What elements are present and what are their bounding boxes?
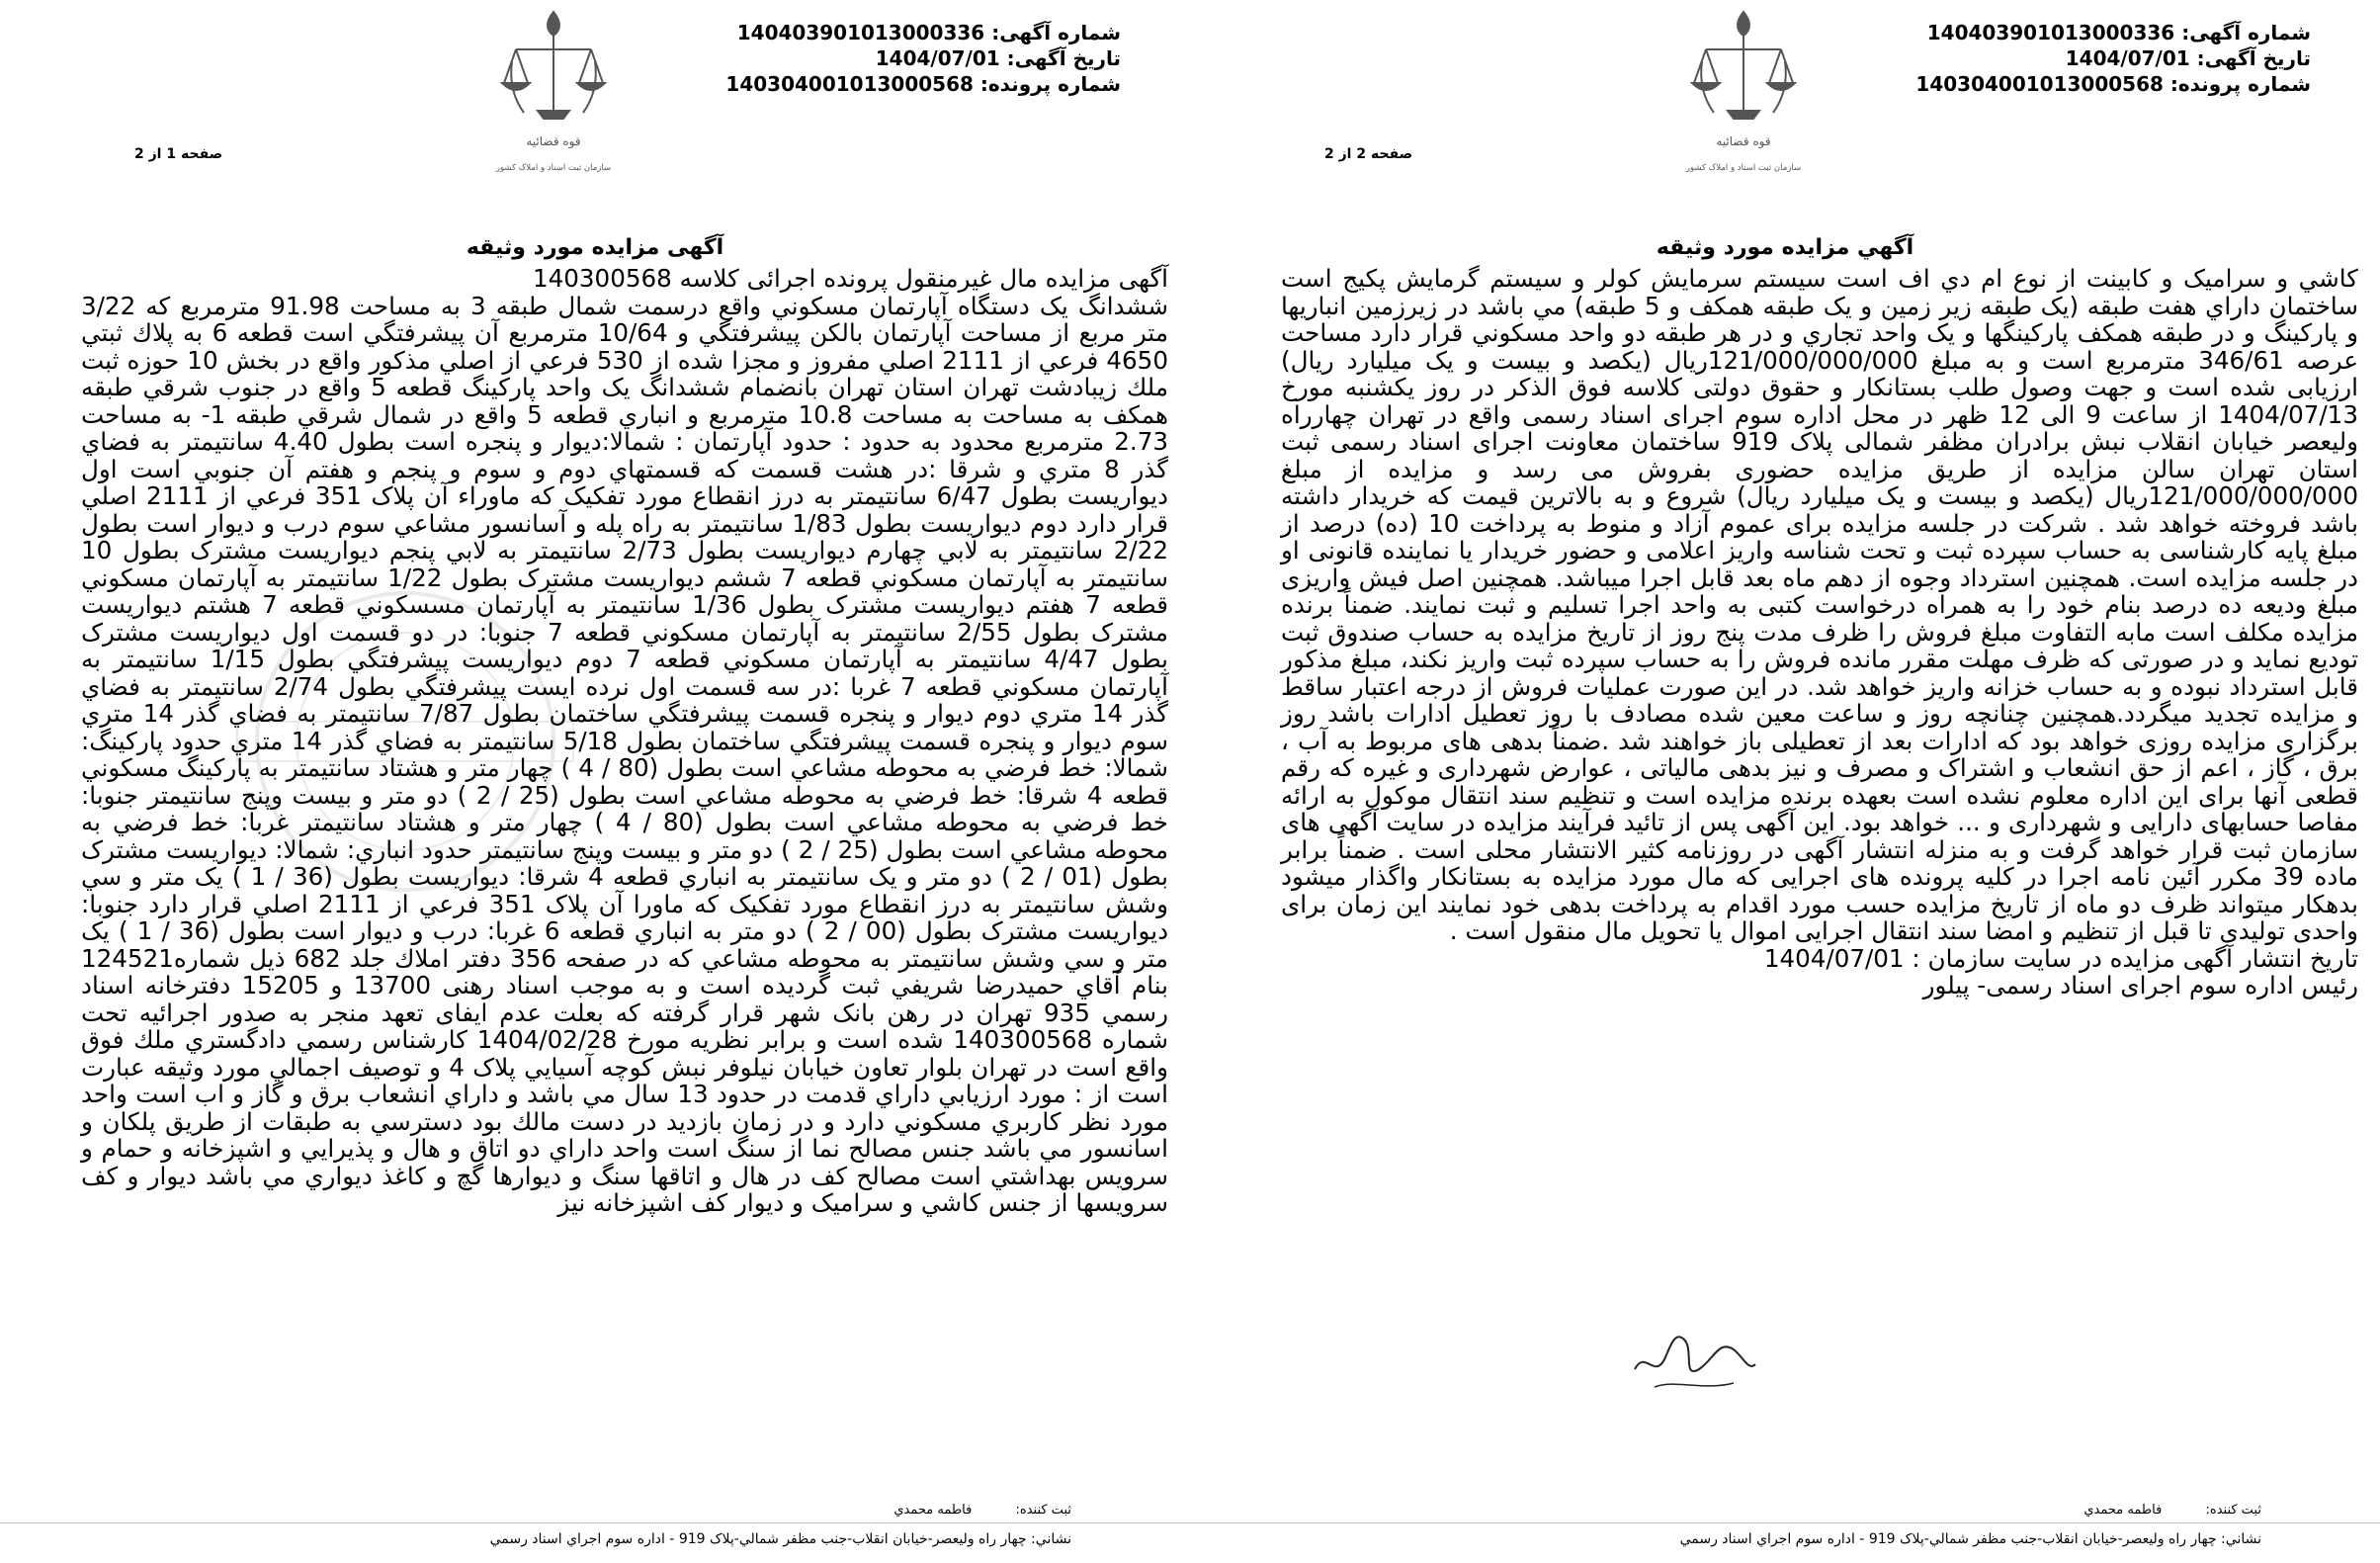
case-number-label: شماره پرونده: [979,72,1121,96]
recorder-name: فاطمه محمدي [2083,1503,2163,1518]
case-number-row [716,71,1121,97]
emblem-org-line2: سازمان ثبت اسناد و املاک کشور [1685,163,1802,173]
page-number: صفحه 2 از 2 [1324,146,1413,162]
ad-meta [716,20,1121,97]
emblem-org-line2: سازمان ثبت اسناد و املاک کشور [495,163,612,173]
document-title: آگهي مزايده مورد وثيقه [1656,235,1914,260]
page-2 [1190,0,2380,1563]
footer-address: نشاني: چهار راه وليعصر-خيابان انقلاب-جنب مظفر شمالي-پلاک 919 - اداره سوم اجراي اسناد رسمي [1679,1531,2261,1547]
signer-title: رئيس اداره سوم اجرای اسناد رسمی- پيلور [1922,971,2358,999]
ad-number: 140403901013000336 [736,21,985,44]
ad-meta [1906,20,2311,97]
recorder-label: ثبت کننده: [2205,1503,2261,1518]
document-body [81,265,1168,1217]
footer-divider [1190,1522,2380,1523]
case-number: 140304001013000568 [1915,72,2164,96]
ad-date: 1404/07/01 [2065,46,2190,70]
ad-date-row [716,45,1121,71]
ad-number-label: شماره آگهی: [2181,21,2311,44]
signature-icon [1625,1310,1763,1399]
ad-number-row [1906,20,2311,45]
ad-number-label: شماره آگهی: [991,21,1121,44]
judiciary-emblem-icon [494,2,613,200]
recorder [2044,1503,2261,1518]
document-body [1281,265,2358,999]
page-number: صفحه 1 از 2 [134,146,223,162]
recorder-name: فاطمه محمدي [893,1503,973,1518]
judiciary-emblem-icon [1684,2,1803,200]
publish-date-line: تاريخ انتشار آگهی مزايده در سايت سازمان : 1404/07/01 [1763,943,2358,973]
case-number: 140304001013000568 [725,72,974,96]
footer-address: نشاني: چهار راه وليعصر-خيابان انقلاب-جنب مظفر شمالي-پلاک 919 - اداره سوم اجراي اسناد رسمي [489,1531,1071,1547]
ad-number: 140403901013000336 [1926,21,2175,44]
case-number-row [1906,71,2311,97]
recorder [854,1503,1071,1518]
ad-date-label: تاریخ آگهی: [1006,46,1121,70]
ad-date-row [1906,45,2311,71]
ad-date: 1404/07/01 [875,46,1000,70]
ad-date-label: تاریخ آگهی: [2196,46,2311,70]
emblem-org-line1: قوه قضائیه [1716,134,1771,148]
ad-number-row [716,20,1121,45]
recorder-label: ثبت کننده: [1015,1503,1071,1518]
document-title: آگهی مزایده مورد وثیقه [466,235,724,260]
document-paragraph: كاشي و سراميک و كابينت از نوع ام دي اف است سيستم سرمايش كولر و سيستم گرمايش پكيج است ساختمان داراي هفت طبقه (يک طبقه زير زمين و يک طبقه همكف و 5 طبقه) مي باشد در زيرزمين انباريها و پاركينگ و در طبقه همكف پاركينگها و يک واحد تجاري و در هر طبقه دو واحد مسكوني قرار دارد مساحت عرصه 346/61 مترمربع است و به مبلغ 121/000/000/000ريال (يكصد و بيست و يک ميليارد ريال) ارزيابی شده است و جهت وصول طلب بستانكار و حقوق دولتی كلاسه فوق الذكر در روز يكشنبه مورخ 1404/07/13 از ساعت 9 الی 12 ظهر در محل اداره سوم اجرای اسناد رسمی واقع در تهران چهارراه وليعصر خيابان انقلاب نبش برادران مظفر شمالی پلاک 919 ساختمان معاونت اجرای اسناد رسمی ثبت استان تهران سالن مزايده از طريق مزايده حضوری بفروش می رسد و مزايده از مبلغ 121/000/000/000ريال (يكصد و بيست و يک ميليارد ريال) شروع و به بالاترين قيمت كه خريدار داشته باشد فروخته خواهد شد . شركت در جلسه مزايده برای عموم آزاد و منوط به پرداخت 10 (ده) درصد از مبلغ پايه كارشناسی به حساب سپرده ثبت و تحت شناسه واريز اعلامی و حضور خريدار يا نماينده قانونی او در جلسه مزايده است. همچنين استرداد وجوه از دهم ماه بعد قابل اجرا ميباشد. همچنين اصل فيش واريزی مبلغ وديعه ده درصد بنام خود را به همراه درخواست كتبی به واحد اجرا تسليم و ثبت نمايند. ضمناً برنده مزايده مكلف است مابه التفاوت مبلغ فروش را ظرف مدت پنج روز از تاريخ مزايده به حساب صندوق ثبت توديع نمايد و در صورتی كه ظرف مهلت مقرر مانده فروش را به حساب سپرده ثبت واريز نكند، مبلغ مذكور قابل استرداد نبوده و به حساب خزانه واريز خواهد شد. در اين صورت عمليات فروش از درجه اعتبار ساقط و مزايده تجديد ميگردد.همچنين چنانچه روز و ساعت معين شده مصادف با روز تعطيل ادارات باشد روز برگزاری مزايده روزی خواهد بود كه ادارات بعد از تعطيلی باز خواهند شد .ضمناً بدهی های مربوط به آب ، برق ، گاز ، اعم از حق انشعاب و اشتراک و مصرف و نيز بدهی مالياتی ، عوارض شهرداری و غيره كه رقم قطعی آنها برای اين اداره معلوم نشده است بعهده برنده مزايده است و تنظيم سند انتقال موكول به ارائه مفاصا حسابهای دارايی و شهرداری و ... خواهد بود. اين آگهی پس از تائيد فرآيند مزايده در سايت آگهی های سازمان ثبت قرار خواهد گرفت و به منزله انتشار آگهی در روزنامه كثير الانتشار محلی است . ضمناً برابر ماده 39 مكرر آئين نامه اجرا در كليه پرونده های اجرايی كه مال مورد مزايده به بستانكار واگذار ميشود بدهكار ميتواند ظرف دو ماه از تاريخ مزايده حسب مورد اقدام به پرداخت بدهی خود نمايند اين زمان برای واحدی توليدی تا قبل از تنظيم و امضا سند انتقال اجرايی اموال يا تحويل مال منقول است . [1281,264,2359,945]
case-number-label: شماره پرونده: [2169,72,2311,96]
document-paragraph: ششدانگ يک دستگاه آپارتمان مسكوني واقع درسمت شمال طبقه 3 به مساحت 91.98 مترمربع كه 3/22 متر مربع از مساحت آپارتمان بالكن پيشرفتگي و 10/64 مترمربع آن پيشرفتگي است قطعه 6 به پلاك ثبتي 4650 فرعي از 2111 اصلي مفروز و مجزا شده از 530 فرعي از اصلي مذكور واقع در بخش 10 حوزه ثبت ملك زيبادشت تهران استان تهران بانضمام ششدانگ يک واحد پاركينگ قطعه 5 واقع در جنوب شرقي طبقه همكف به مساحت به مساحت 10.8 مترمربع و انباري قطعه 5 واقع در شمال شرقي طبقه 1- به مساحت 2.73 مترمربع محدود به حدود : حدود آپارتمان : شمالا:ديوار و پنجره است بطول 4.40 سانتيمتر به فضاي گذر 8 متري و شرقا :در هشت قسمت كه قسمتهاي دوم و سوم و پنجم و هفتم آن جنوبي است اول ديواريست بطول 6/47 سانتيمتر به درز انقطاع مورد تفكيک كه ماوراء آن پلاک 351 فرعي از 2111 اصلي قرار دارد دوم ديواريست بطول 1/83 سانتيمتر به راه پله و آسانسور مشاعي سوم درب و ديوار است بطول 2/22 سانتيمتر به لابي چهارم ديواريست بطول 2/73 سانتيمتر به لابي پنجم ديواريست مشترک بطول 10 سانتيمتر به آپارتمان مسكوني قطعه 7 ششم ديواريست مشترک بطول 1/22 سانتيمتر به آپارتمان مسكوني قطعه 7 هفتم ديواريست مشترک بطول 1/36 سانتيمتر به آپارتمان مسسكوني قطعه 7 هشتم ديواريست مشترک بطول 2/55 سانتيمتر به آپارتمان مسكوني قطعه 7 جنوبا: در دو قسمت اول ديواريست مشترک بطول 4/47 سانتيمتر به آپارتمان مسكوني قطعه 7 دوم ديواريست پيشرفتگي بطول 1/15 سانتيمتر به آپارتمان مسكوني قطعه 7 غربا :در سه قسمت اول نرده ايست پيشرفتگي بطول 2/74 سانتيمتر به فضاي گذر 14 متري دوم ديوار و پنجره قسمت پيشرفتگي ساختمان بطول 7/87 سانتيمتر به فضاي گذر 14 متري سوم ديوار و پنجره قسمت پيشرفتگي ساختمان بطول 5/18 سانتيمتر به فضاي گذر 14 متري حدود پاركينگ: شمالا: خط فرضي به محوطه مشاعي است بطول (80 / 4 ) چهار متر و هشتاد سانتيمتر به پاركينگ مسكوني قطعه 4 شرقا: خط فرضي به محوطه مشاعي است بطول (25 / 2 ) دو متر و بيست وپنج سانتيمتر جنوبا: خط فرضي به محوطه مشاعي است بطول (80 / 4 ) چهار متر و هشتاد سانتيمتر غربا: خط فرضي به محوطه مشاعي است بطول (25 / 2 ) دو متر و بيست وپنج سانتيمتر حدود انباري: شمالا: ديواريست مشترک بطول (01 / 2 ) دو متر و يک سانتيمتر به انباري قطعه 4 شرقا: ديواريست بطول (36 / 1 ) يک متر و سي وشش سانتيمتر به درز انقطاع مورد تفكيک كه ماورا آن پلاک 351 فرعي از 2111 اصلي قرار دارد جنوبا: ديواريست مشترک بطول (00 / 2 ) دو متر به انباري قطعه 6 غربا: درب و ديوار است بطول (36 / 1 ) يک متر و سي وشش سانتيمتر به محوطه مشاعي كه در صفحه 356 دفتر املاك جلد 682 ذيل شماره124521 بنام آقاي حميدرضا شريفي ثبت گرديده است و به موجب اسناد رهنی 13700 و 15205 دفترخانه اسناد رسمي 935 تهران در رهن بانک شهر قرار گرفته كه بعلت عدم ايفای تعهد منجر به صدور اجرائيه تحت شماره 140300568 شده است و برابر نظريه مورخ 1404/02/28 كارشناس رسمي دادگستري ملك فوق واقع است در تهران بلوار تعاون خيابان نيلوفر نبش كوچه آسيايي پلاک 4 و توصيف اجمالي مورد وثيقه عبارت است از : مورد ارزيابي داراي قدمت در حدود 13 سال مي باشد و داراي انشعاب برق و گاز و اب است واحد مورد نظر كاربري مسكوني دارد و در زمان بازديد در دست مالك بود دسترسي به طبقات از طريق پلكان و اسانسور مي باشد جنس مصالح نما از سنگ است واحد داراي دو اتاق و هال و پذيرايي و اشپزخانه و حمام و سرويس بهداشتي است مصالح كف در هال و اتاقها سنگ و ديوارها گچ و كاغذ ديواري مي باشد ديوار و كف سرويسها از جنس كاشي و سراميک و ديوار كف اشپزخانه نيز [81,291,1169,1217]
footer-divider [0,1522,1190,1523]
document-subtitle: آگهی مزایده مال غیرمنقول پرونده اجرائی کلاسه 140300568 [532,264,1168,293]
emblem-org-line1: قوه قضائیه [526,134,581,148]
